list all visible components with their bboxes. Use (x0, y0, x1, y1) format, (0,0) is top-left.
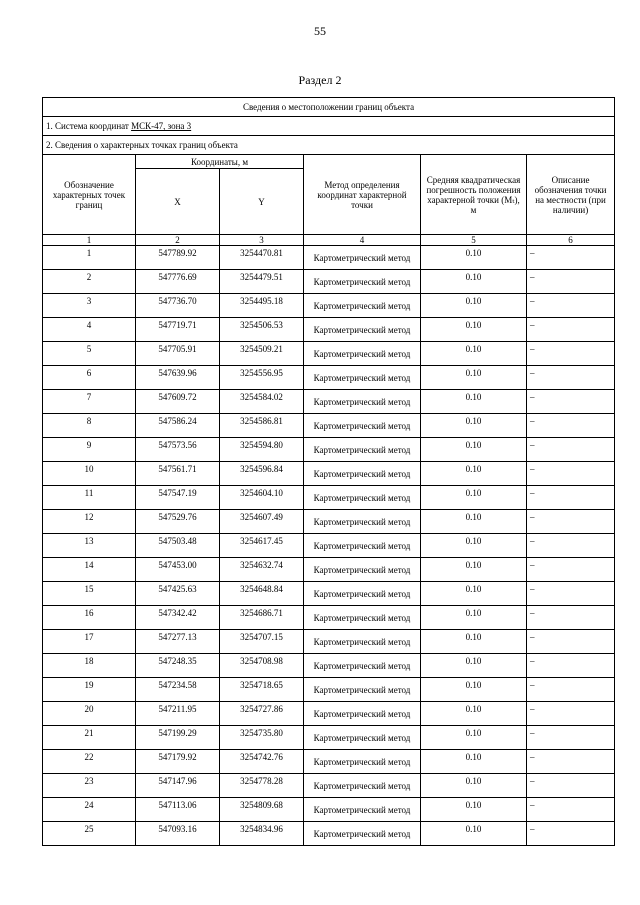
method-cell: Картометрический метод (304, 630, 421, 654)
description-cell: – (527, 606, 615, 630)
description-cell: – (527, 774, 615, 798)
y-coordinate-cell: 3254742.76 (220, 750, 304, 774)
x-coordinate-cell: 547277.13 (136, 630, 220, 654)
point-number-cell: 24 (43, 798, 136, 822)
x-coordinate-cell: 547719.71 (136, 318, 220, 342)
method-cell: Картометрический метод (304, 342, 421, 366)
table-row (43, 366, 615, 390)
y-coordinate-cell: 3254834.96 (220, 822, 304, 846)
table-row (43, 246, 615, 270)
description-cell: – (527, 750, 615, 774)
y-coordinate-cell: 3254735.80 (220, 726, 304, 750)
point-number-cell: 12 (43, 510, 136, 534)
table-row (43, 558, 615, 582)
accuracy-cell: 0.10 (421, 798, 527, 822)
point-number-cell: 19 (43, 678, 136, 702)
description-cell: – (527, 630, 615, 654)
table-row (43, 750, 615, 774)
y-coordinate-cell: 3254586.81 (220, 414, 304, 438)
table-row (43, 702, 615, 726)
accuracy-cell: 0.10 (421, 366, 527, 390)
x-coordinate-cell: 547776.69 (136, 270, 220, 294)
y-coordinate-cell: 3254604.10 (220, 486, 304, 510)
y-coordinate-cell: 3254617.45 (220, 534, 304, 558)
point-number-cell: 11 (43, 486, 136, 510)
table-row (43, 510, 615, 534)
x-coordinate-cell: 547248.35 (136, 654, 220, 678)
accuracy-cell: 0.10 (421, 342, 527, 366)
accuracy-cell: 0.10 (421, 438, 527, 462)
point-number-cell: 8 (43, 414, 136, 438)
page-number: 55 (314, 24, 326, 38)
point-number-cell: 17 (43, 630, 136, 654)
table-row (43, 318, 615, 342)
y-coordinate-cell: 3254727.86 (220, 702, 304, 726)
table-row (43, 822, 615, 846)
table-row (43, 486, 615, 510)
y-coordinate-cell: 3254632.74 (220, 558, 304, 582)
method-cell: Картометрический метод (304, 798, 421, 822)
x-coordinate-cell: 547211.95 (136, 702, 220, 726)
y-coordinate-cell: 3254778.28 (220, 774, 304, 798)
description-cell: – (527, 702, 615, 726)
table-row (43, 630, 615, 654)
point-number-cell: 1 (43, 246, 136, 270)
table-row (43, 774, 615, 798)
coordinate-system-label: 1. Система координат (46, 121, 132, 131)
point-number-cell: 22 (43, 750, 136, 774)
description-cell: – (527, 366, 615, 390)
x-coordinate-cell: 547234.58 (136, 678, 220, 702)
coordinate-system-value: МСК-47, зона 3 (131, 121, 192, 131)
x-coordinate-cell: 547705.91 (136, 342, 220, 366)
column-number: 5 (421, 235, 527, 246)
x-coordinate-cell: 547609.72 (136, 390, 220, 414)
x-coordinate-cell: 547113.06 (136, 798, 220, 822)
method-cell: Картометрический метод (304, 606, 421, 630)
accuracy-cell: 0.10 (421, 534, 527, 558)
description-cell: – (527, 414, 615, 438)
point-number-cell: 23 (43, 774, 136, 798)
x-coordinate-cell: 547529.76 (136, 510, 220, 534)
point-number-cell: 25 (43, 822, 136, 846)
point-number-cell: 9 (43, 438, 136, 462)
x-coordinate-cell: 547093.16 (136, 822, 220, 846)
point-number-cell: 5 (43, 342, 136, 366)
table-row (43, 606, 615, 630)
accuracy-cell: 0.10 (421, 294, 527, 318)
method-cell: Картометрический метод (304, 270, 421, 294)
point-number-cell: 21 (43, 726, 136, 750)
description-cell: – (527, 558, 615, 582)
accuracy-cell: 0.10 (421, 270, 527, 294)
accuracy-cell: 0.10 (421, 654, 527, 678)
header-x: X (136, 169, 220, 235)
header-description: Описание обозначения точки на местности (при наличии) (527, 155, 615, 235)
point-number-cell: 16 (43, 606, 136, 630)
accuracy-cell: 0.10 (421, 414, 527, 438)
method-cell: Картометрический метод (304, 558, 421, 582)
x-coordinate-cell: 547789.92 (136, 246, 220, 270)
accuracy-cell: 0.10 (421, 510, 527, 534)
x-coordinate-cell: 547503.48 (136, 534, 220, 558)
x-coordinate-cell: 547547.19 (136, 486, 220, 510)
y-coordinate-cell: 3254584.02 (220, 390, 304, 414)
boundary-points-table (42, 97, 615, 846)
x-coordinate-cell: 547736.70 (136, 294, 220, 318)
x-coordinate-cell: 547147.96 (136, 774, 220, 798)
coordinate-system-row (43, 117, 615, 136)
description-cell: – (527, 246, 615, 270)
y-coordinate-cell: 3254479.51 (220, 270, 304, 294)
y-coordinate-cell: 3254708.98 (220, 654, 304, 678)
table-row (43, 534, 615, 558)
method-cell: Картометрический метод (304, 822, 421, 846)
method-cell: Картометрический метод (304, 294, 421, 318)
x-coordinate-cell: 547573.56 (136, 438, 220, 462)
accuracy-cell: 0.10 (421, 462, 527, 486)
accuracy-cell: 0.10 (421, 318, 527, 342)
accuracy-cell: 0.10 (421, 678, 527, 702)
accuracy-cell: 0.10 (421, 750, 527, 774)
description-cell: – (527, 318, 615, 342)
table-row (43, 342, 615, 366)
table-row (43, 798, 615, 822)
table-row (43, 438, 615, 462)
method-cell: Картометрический метод (304, 318, 421, 342)
description-cell: – (527, 510, 615, 534)
y-coordinate-cell: 3254707.15 (220, 630, 304, 654)
method-cell: Картометрический метод (304, 582, 421, 606)
accuracy-cell: 0.10 (421, 246, 527, 270)
column-number: 2 (136, 235, 220, 246)
y-coordinate-cell: 3254495.18 (220, 294, 304, 318)
table-row (43, 582, 615, 606)
method-cell: Картометрический метод (304, 534, 421, 558)
description-cell: – (527, 294, 615, 318)
table-caption: Сведения о местоположении границ объекта (43, 98, 615, 117)
accuracy-cell: 0.10 (421, 630, 527, 654)
table-row (43, 654, 615, 678)
column-number: 3 (220, 235, 304, 246)
point-number-cell: 4 (43, 318, 136, 342)
y-coordinate-cell: 3254607.49 (220, 510, 304, 534)
column-number: 6 (527, 235, 615, 246)
description-cell: – (527, 438, 615, 462)
method-cell: Картометрический метод (304, 486, 421, 510)
x-coordinate-cell: 547199.29 (136, 726, 220, 750)
method-cell: Картометрический метод (304, 390, 421, 414)
point-number-cell: 7 (43, 390, 136, 414)
table-row (43, 270, 615, 294)
y-coordinate-cell: 3254470.81 (220, 246, 304, 270)
y-coordinate-cell: 3254556.95 (220, 366, 304, 390)
x-coordinate-cell: 547639.96 (136, 366, 220, 390)
y-coordinate-cell: 3254594.80 (220, 438, 304, 462)
section-title: Раздел 2 (298, 73, 342, 87)
point-number-cell: 20 (43, 702, 136, 726)
description-cell: – (527, 798, 615, 822)
table-row (43, 726, 615, 750)
method-cell: Картометрический метод (304, 462, 421, 486)
point-number-cell: 15 (43, 582, 136, 606)
point-number-cell: 6 (43, 366, 136, 390)
description-cell: – (527, 726, 615, 750)
description-cell: – (527, 654, 615, 678)
description-cell: – (527, 678, 615, 702)
point-number-cell: 10 (43, 462, 136, 486)
method-cell: Картометрический метод (304, 438, 421, 462)
y-coordinate-cell: 3254686.71 (220, 606, 304, 630)
header-accuracy: Средняя квадратическая погрешность положения характерной точки (Mₜ), м (421, 155, 527, 235)
description-cell: – (527, 462, 615, 486)
method-cell: Картометрический метод (304, 246, 421, 270)
y-coordinate-cell: 3254506.53 (220, 318, 304, 342)
accuracy-cell: 0.10 (421, 702, 527, 726)
method-cell: Картометрический метод (304, 654, 421, 678)
description-cell: – (527, 534, 615, 558)
y-coordinate-cell: 3254509.21 (220, 342, 304, 366)
description-cell: – (527, 582, 615, 606)
point-number-cell: 2 (43, 270, 136, 294)
y-coordinate-cell: 3254809.68 (220, 798, 304, 822)
point-number-cell: 13 (43, 534, 136, 558)
description-cell: – (527, 822, 615, 846)
header-coordinates: Координаты, м (136, 155, 304, 169)
accuracy-cell: 0.10 (421, 390, 527, 414)
x-coordinate-cell: 547342.42 (136, 606, 220, 630)
table-row (43, 414, 615, 438)
x-coordinate-cell: 547561.71 (136, 462, 220, 486)
accuracy-cell: 0.10 (421, 558, 527, 582)
accuracy-cell: 0.10 (421, 726, 527, 750)
accuracy-cell: 0.10 (421, 486, 527, 510)
accuracy-cell: 0.10 (421, 822, 527, 846)
description-cell: – (527, 390, 615, 414)
description-cell: – (527, 270, 615, 294)
point-number-cell: 14 (43, 558, 136, 582)
points-heading: 2. Сведения о характерных точках границ объекта (43, 136, 615, 155)
description-cell: – (527, 486, 615, 510)
method-cell: Картометрический метод (304, 678, 421, 702)
method-cell: Картометрический метод (304, 702, 421, 726)
method-cell: Картометрический метод (304, 750, 421, 774)
header-designation: Обозначение характерных точек границ (43, 155, 136, 235)
column-number: 1 (43, 235, 136, 246)
x-coordinate-cell: 547179.92 (136, 750, 220, 774)
x-coordinate-cell: 547586.24 (136, 414, 220, 438)
method-cell: Картометрический метод (304, 414, 421, 438)
y-coordinate-cell: 3254718.65 (220, 678, 304, 702)
accuracy-cell: 0.10 (421, 582, 527, 606)
x-coordinate-cell: 547425.63 (136, 582, 220, 606)
x-coordinate-cell: 547453.00 (136, 558, 220, 582)
table-row (43, 294, 615, 318)
table-row (43, 678, 615, 702)
description-cell: – (527, 342, 615, 366)
method-cell: Картометрический метод (304, 726, 421, 750)
method-cell: Картометрический метод (304, 510, 421, 534)
column-numbers-row (43, 235, 615, 246)
header-y: Y (220, 169, 304, 235)
header-method: Метод определения координат характерной точки (304, 155, 421, 235)
accuracy-cell: 0.10 (421, 606, 527, 630)
point-number-cell: 18 (43, 654, 136, 678)
y-coordinate-cell: 3254648.84 (220, 582, 304, 606)
point-number-cell: 3 (43, 294, 136, 318)
accuracy-cell: 0.10 (421, 774, 527, 798)
method-cell: Картометрический метод (304, 366, 421, 390)
column-number: 4 (304, 235, 421, 246)
y-coordinate-cell: 3254596.84 (220, 462, 304, 486)
table-row (43, 390, 615, 414)
method-cell: Картометрический метод (304, 774, 421, 798)
table-row (43, 462, 615, 486)
